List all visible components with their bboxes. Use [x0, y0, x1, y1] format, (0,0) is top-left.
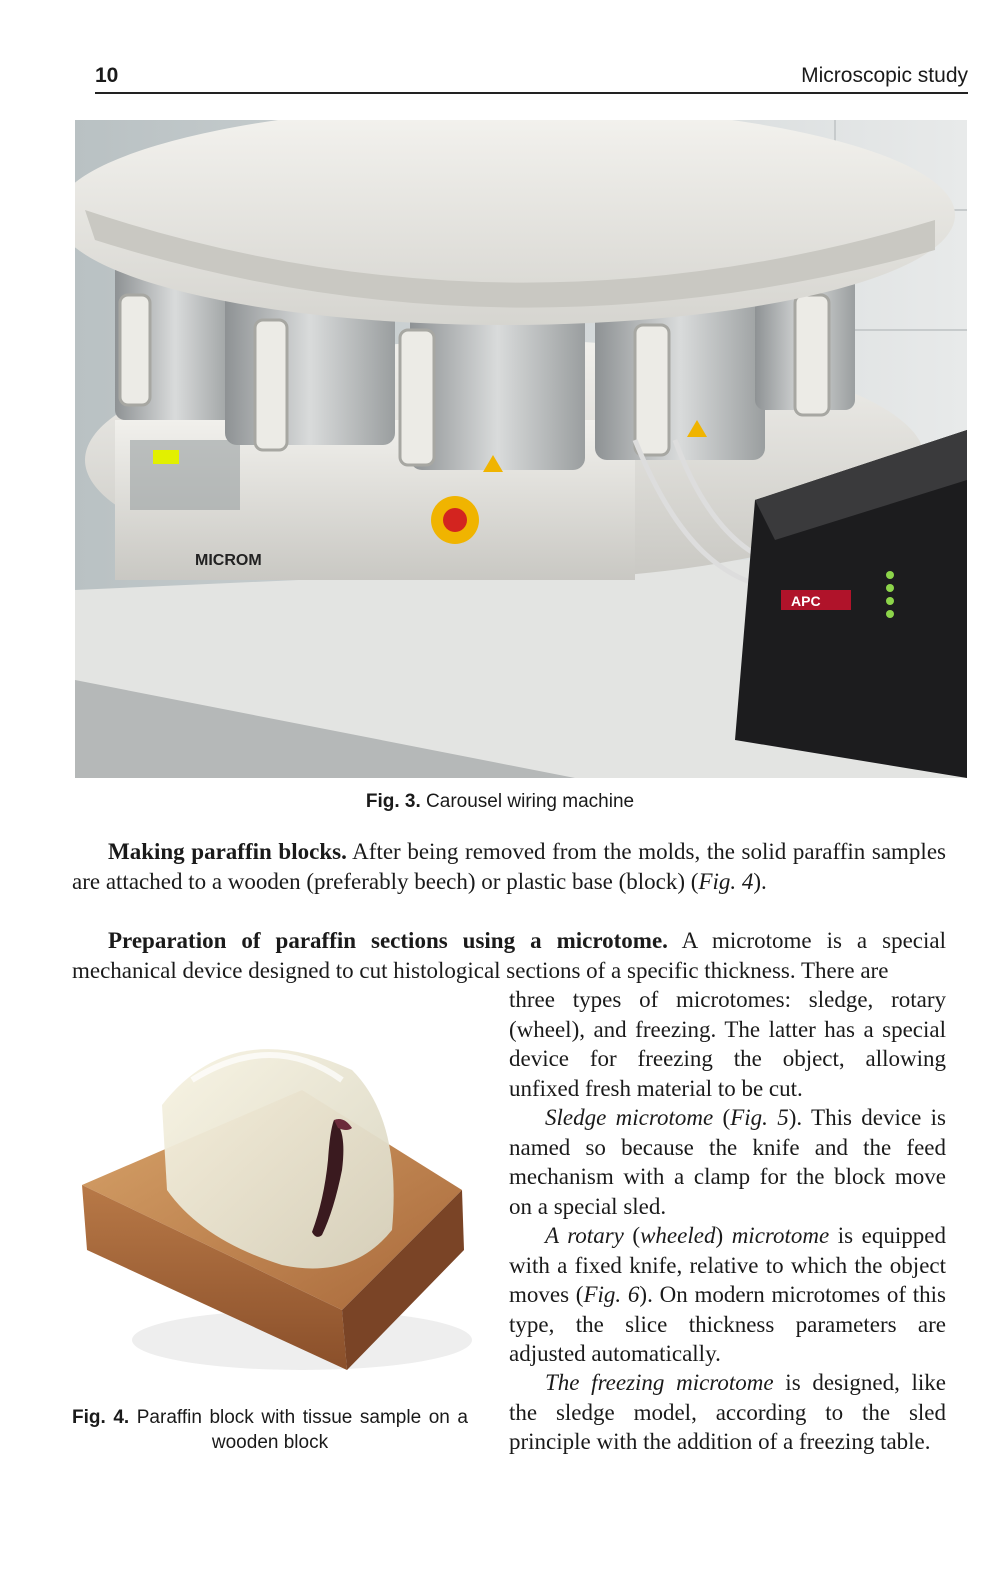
microtome-term: microtome — [731, 1223, 830, 1248]
wheeled-term: wheeled — [640, 1223, 716, 1248]
paragraph-sledge-microtome — [509, 1103, 946, 1221]
paragraph-2-text: A microtome is a special mechanical device designed to cut histological sections of a specific thickness. There are — [72, 928, 946, 983]
paragraph-2-heading: Preparation of paraffin sections using a microtome. — [108, 928, 668, 953]
sledge-microtome-term: Sledge microtome — [545, 1105, 714, 1130]
status-light — [153, 450, 179, 464]
figure-5-reference: Fig. 5 — [730, 1105, 789, 1130]
figure-3-label: Fig. 3. — [365, 791, 421, 812]
figure-4-label: Fig. 4. — [72, 1407, 130, 1428]
paragraph-rotary-microtome — [509, 1221, 946, 1369]
figure-3-photo — [75, 120, 967, 778]
paragraph-preparation — [72, 926, 946, 985]
ups-brand-label: APC — [791, 593, 821, 609]
carousel-machine-illustration — [75, 120, 967, 778]
paragraph-5-text: is equipped with a fixed knife, relative to which the object moves ( — [509, 1223, 946, 1307]
page-header — [95, 58, 968, 94]
figure-6-reference: Fig. 6 — [583, 1282, 640, 1307]
paragraph-4-open: ( — [713, 1105, 731, 1130]
paragraph-5-end: ). On modern microtomes of this type, the slice thickness parameters are adjusted automatically. — [509, 1282, 946, 1366]
figure-4-reference: Fig. 4 — [698, 868, 754, 894]
paragraph-1-end: ). — [753, 868, 767, 894]
paragraph-5-mid2: ) — [715, 1223, 732, 1248]
paragraph-microtome-types: three types of microtomes: sledge, rotary (wheel), and freezing. The latter has a special device for freezing the object, allowing unfixed fresh material to be cut. — [509, 987, 946, 1101]
paragraph-5-mid: ( — [623, 1223, 641, 1248]
freezing-microtome-term: The freezing microtome — [545, 1370, 774, 1395]
paragraph-1-heading: Making paraffin blocks. — [108, 839, 347, 864]
running-head: Microscopic study — [801, 64, 968, 87]
control-panel — [130, 440, 240, 510]
figure-3-caption — [0, 791, 1000, 813]
paragraph-freezing-microtome — [509, 1368, 946, 1457]
paragraph-1-text: After being removed from the molds, the solid paraffin samples are attached to a wooden (preferably beech) or plastic base (block) ( — [72, 839, 946, 894]
figure-4-photo — [72, 1010, 472, 1395]
paraffin-block-illustration — [72, 1010, 472, 1395]
page-number: 10 — [95, 64, 119, 87]
rotary-term: A rotary — [545, 1223, 624, 1248]
paragraph-6-text: is designed, like the sledge model, according to the sled principle with the addition of a freezing table. — [509, 1370, 946, 1454]
figure-4-caption-text: Paraffin block with tissue sample on a wooden block — [129, 1407, 468, 1453]
paragraph-4-text: ). This device is named so because the knife and the feed mechanism with a clamp for the block move on a special sled. — [509, 1105, 946, 1219]
brand-label: MICROM — [195, 552, 262, 569]
paragraph-making-blocks — [72, 837, 946, 896]
figure-3-caption-text: Carousel wiring machine — [420, 791, 635, 812]
figure-4-caption — [72, 1405, 468, 1455]
